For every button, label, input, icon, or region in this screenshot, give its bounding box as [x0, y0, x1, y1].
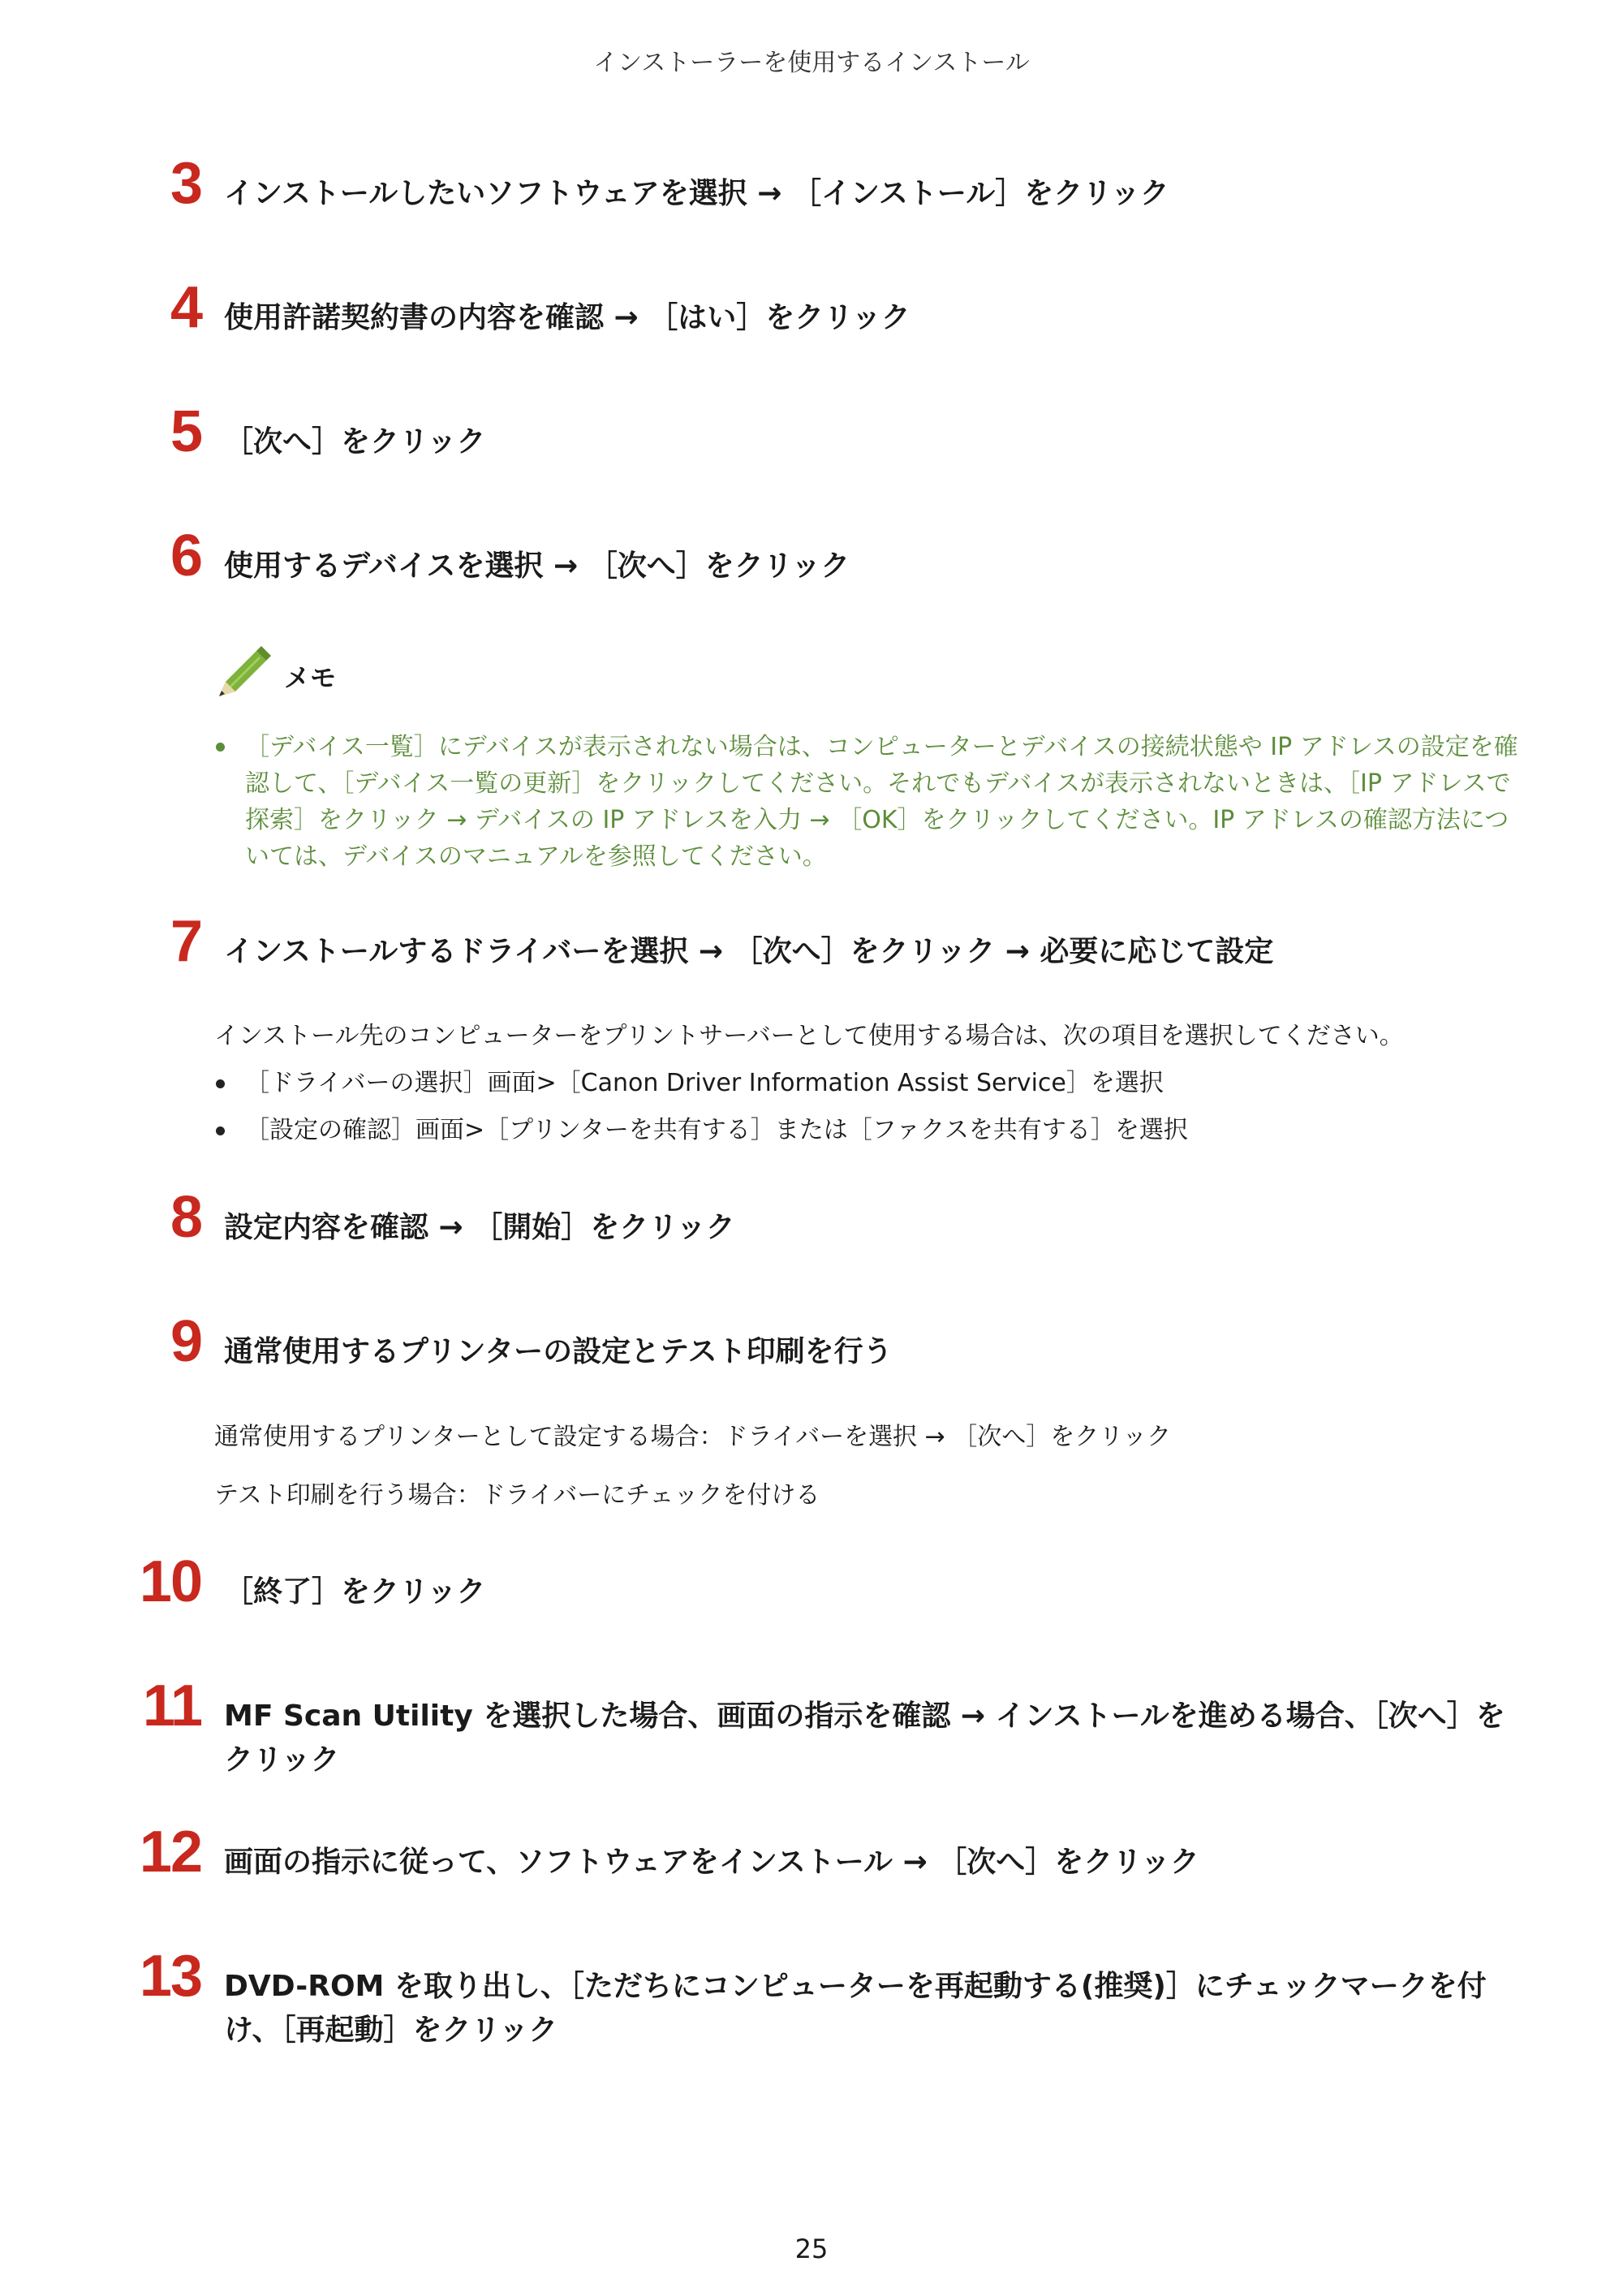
list-item: [214, 1113, 1521, 1148]
step-7-intro: インストール先のコンピューターをプリントサーバーとして使用する場合は、次の項目を選択してください。: [214, 1022, 1404, 1050]
memo-heading: [214, 646, 458, 703]
step-text: 使用するデバイスを選択 → ［次へ］をクリック: [224, 549, 850, 583]
step-text: 通常使用するプリンターの設定とテスト印刷を行う: [224, 1335, 893, 1368]
step-number: 9: [170, 1309, 201, 1374]
step-text: DVD-ROM を取り出し、［ただちにコンピューターを再起動する(推奨)］にチェックマークを付け、［再起動］をクリック: [224, 1970, 1487, 2047]
step-number: 13: [139, 1944, 201, 2009]
step-number: 11: [142, 1674, 201, 1738]
memo-note-text: ［デバイス一覧］にデバイスが表示されない場合は、コンピューターとデバイスの接続状態や IP アドレスの設定を確認して、［デバイス一覧の更新］をクリックしてください。それでもデバイスが表示されないときは、［IP アドレスで探索］をクリック → デバイスの IP アドレスを入力 → ［OK］をクリックしてください。IP アドレスの確認方法については、デバイスのマニュアルを参照してください。: [245, 733, 1518, 871]
step-number: 8: [170, 1185, 201, 1250]
memo-label: メモ: [284, 662, 337, 693]
running-header: インストーラーを使用するインストール: [593, 49, 1030, 77]
step-text: 設定内容を確認 → ［開始］をクリック: [224, 1211, 735, 1244]
step-text: 画面の指示に従って、ソフトウェアをインストール → ［次へ］をクリック: [224, 1846, 1199, 1879]
list-item-text: ［ドライバーの選択］画面>［Canon Driver Information Assist Service］を選択: [245, 1069, 1164, 1097]
memo-note: [214, 729, 1521, 875]
bullet-dot: [216, 1079, 225, 1088]
page-number: 25: [794, 2234, 829, 2264]
step-number: 3: [170, 151, 201, 216]
step-text: ［次へ］をクリック: [224, 425, 486, 459]
bullet-dot: [216, 1126, 225, 1135]
step-number: 7: [170, 909, 201, 974]
step-text: 使用許諾契約書の内容を確認 → ［はい］をクリック: [224, 301, 911, 334]
step-text: インストールするドライバーを選択 → ［次へ］をクリック → 必要に応じて設定: [224, 935, 1274, 968]
step-number: 10: [139, 1549, 201, 1614]
step-number: 4: [170, 275, 201, 340]
list-item: [214, 1066, 1521, 1101]
step-text: MF Scan Utility を選択した場合、画面の指示を確認 → インストールを進める場合、［次へ］をクリック: [224, 1699, 1505, 1777]
step-9-detail-line: 通常使用するプリンターとして設定する場合：ドライバーを選択 → ［次へ］をクリック: [214, 1423, 1172, 1451]
step-text: インストールしたいソフトウェアを選択 → ［インストール］をクリック: [224, 177, 1169, 210]
step-number: 6: [170, 523, 201, 588]
step-text: ［終了］をクリック: [224, 1575, 486, 1609]
step-number: 12: [139, 1820, 201, 1885]
bullet-dot: [216, 743, 225, 752]
step-number: 5: [170, 399, 201, 464]
list-item-text: ［設定の確認］画面>［プリンターを共有する］または［ファクスを共有する］を選択: [245, 1116, 1188, 1144]
step-9-detail-line: テスト印刷を行う場合：ドライバーにチェックを付ける: [214, 1481, 820, 1510]
pencil-icon: [214, 646, 276, 703]
